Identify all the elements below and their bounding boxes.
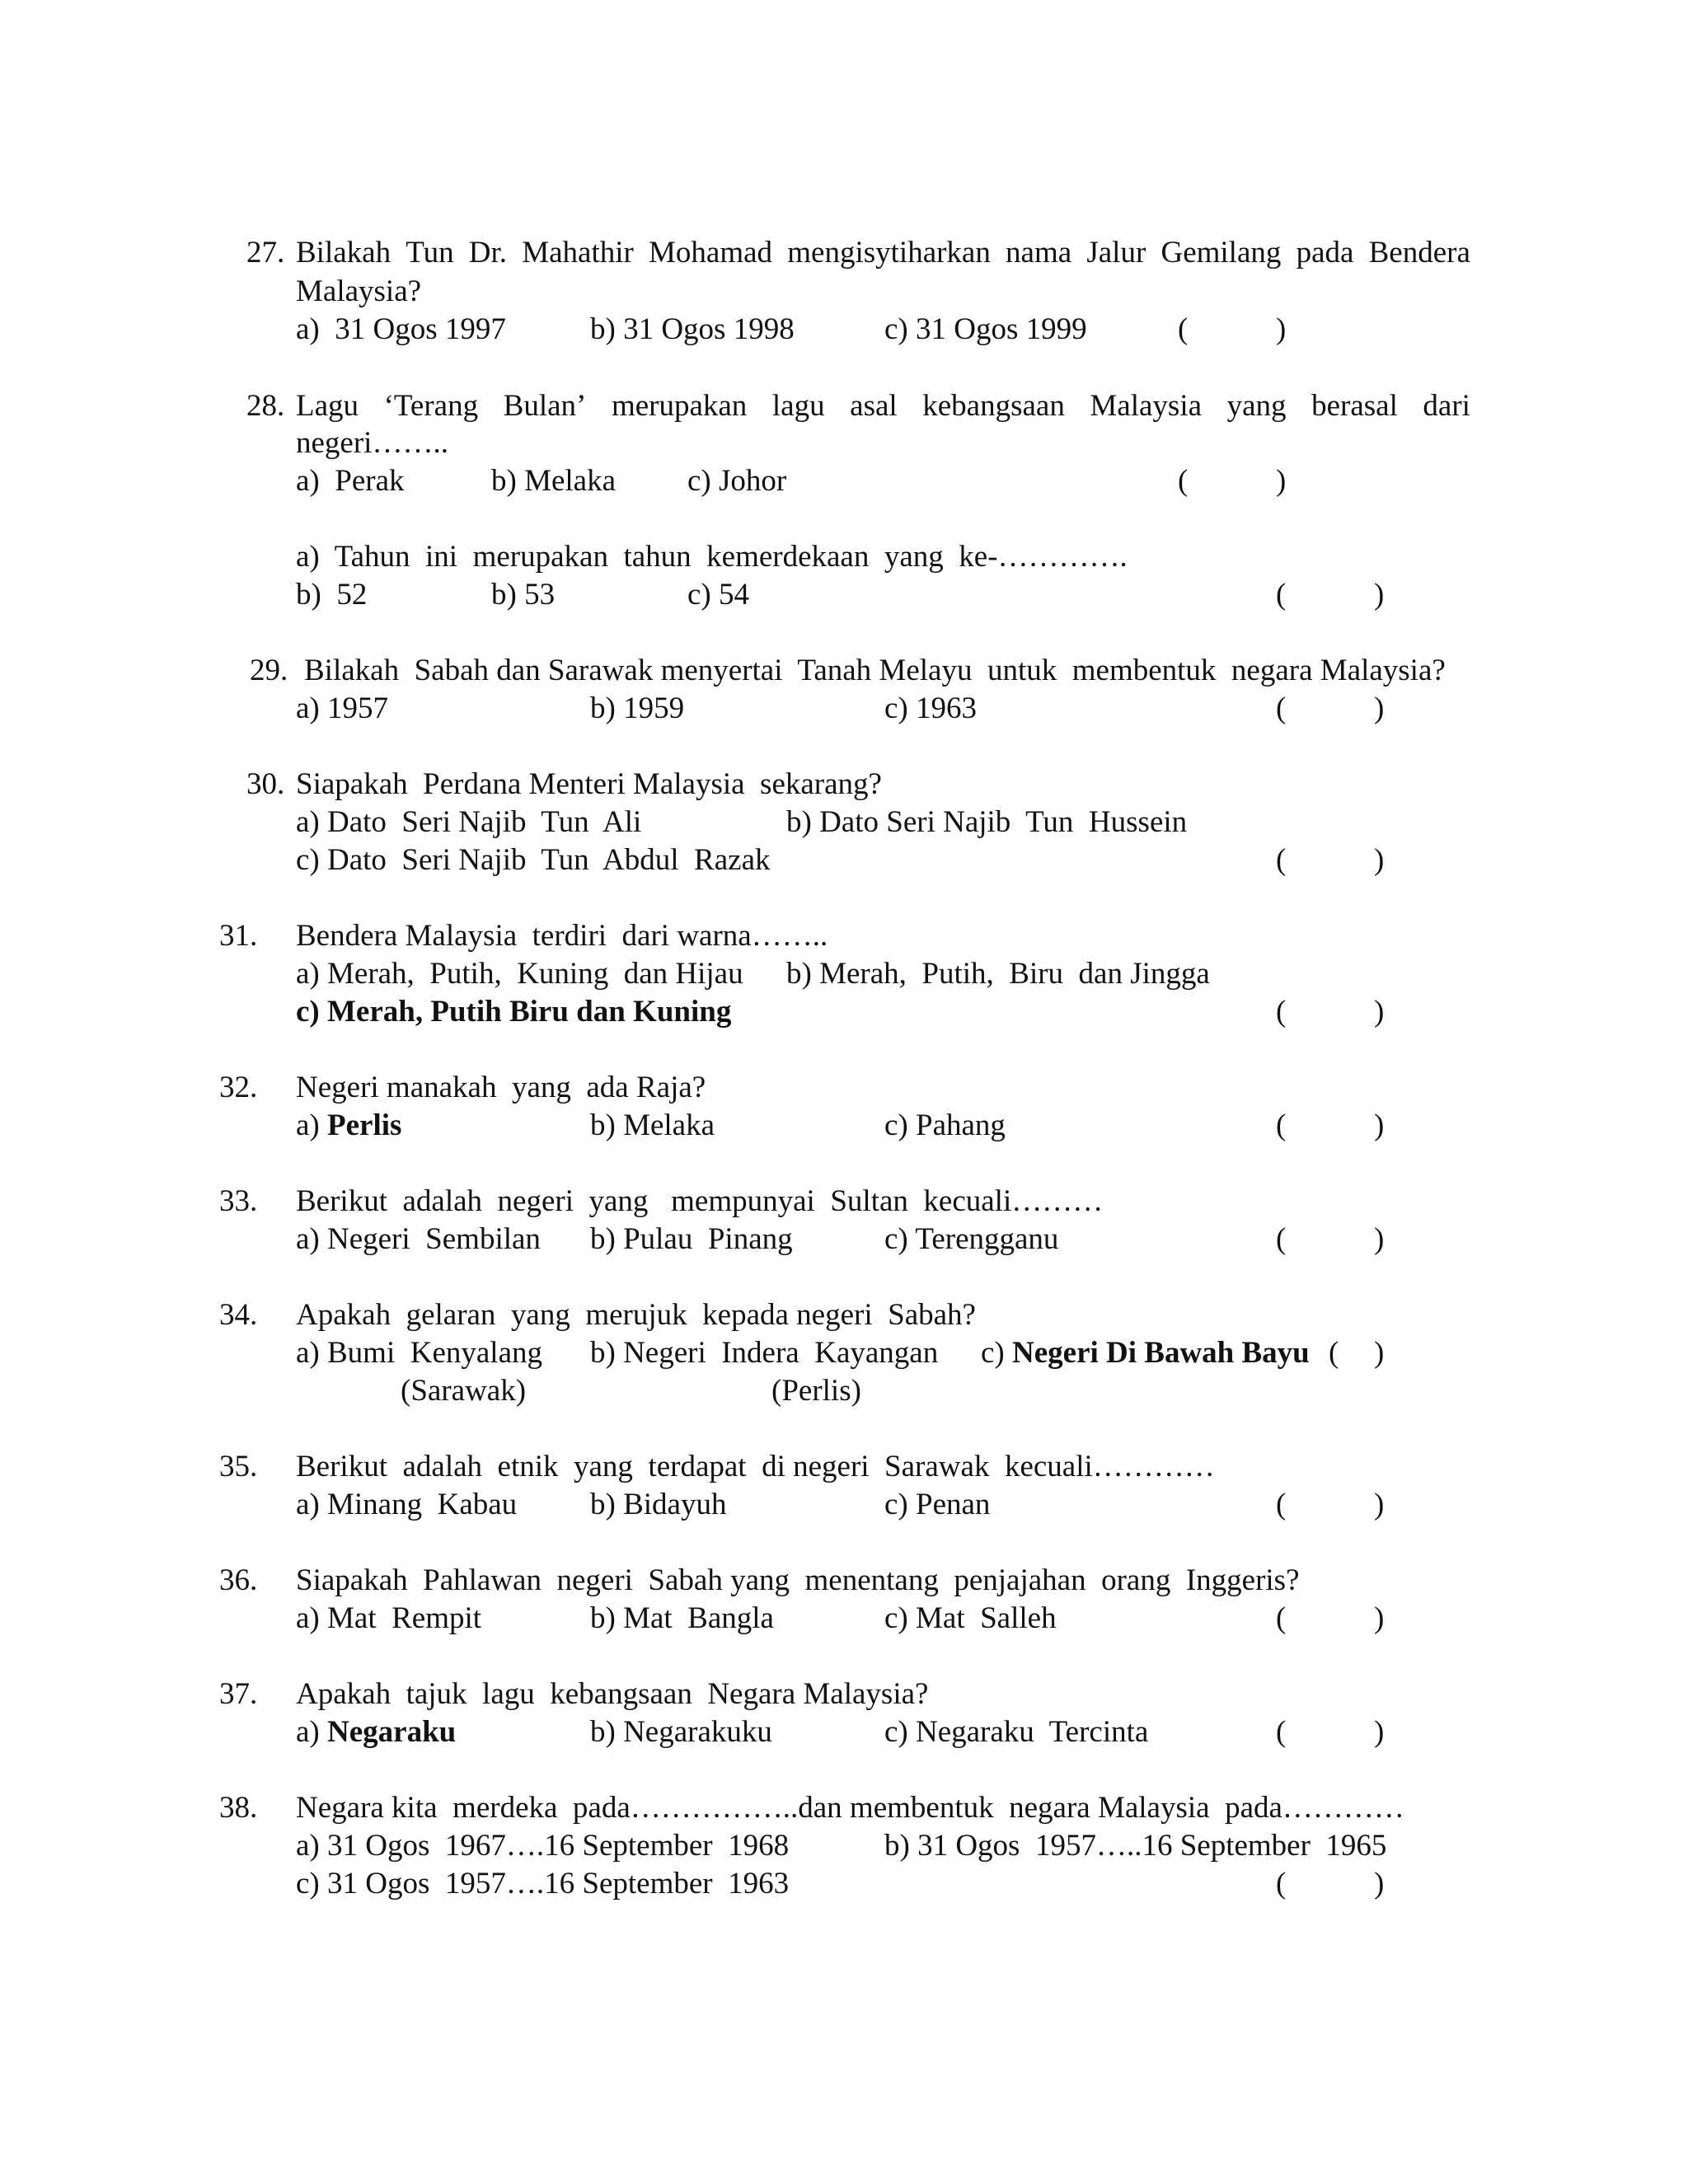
stem-word: Jalur bbox=[1086, 236, 1146, 269]
answer-bracket-close: ) bbox=[1374, 843, 1385, 877]
option-b: b) Mat Bangla bbox=[590, 1601, 774, 1635]
answer-bracket-close: ) bbox=[1374, 578, 1385, 612]
option-a bbox=[296, 1717, 456, 1747]
answer-bracket-close: ) bbox=[1374, 1715, 1385, 1749]
option-c: c) Terengganu bbox=[884, 1222, 1059, 1256]
answer-bracket-open: ( bbox=[1276, 691, 1287, 725]
option-b: b) 31 Ogos 1998 bbox=[590, 312, 795, 346]
option-a: a) 1957 bbox=[296, 691, 388, 725]
option-b: b) Melaka bbox=[491, 464, 617, 498]
question-stem: Berikut adalah negeri yang mempunyai Sultan kecuali……… bbox=[296, 1184, 1104, 1218]
option-a bbox=[296, 1110, 401, 1141]
stem-word: kebangsaan bbox=[922, 389, 1065, 423]
question-stem: Bilakah Sabah dan Sarawak menyertai Tanah Melayu untuk membentuk negara Malaysia? bbox=[304, 654, 1446, 687]
question-stem-line-2: Malaysia? bbox=[296, 274, 422, 308]
option-b: b) Bidayuh bbox=[590, 1488, 727, 1521]
question-number: 38. bbox=[219, 1791, 258, 1825]
stem-word: dari bbox=[1423, 389, 1470, 423]
answer-bracket-open: ( bbox=[1276, 1488, 1287, 1521]
option-c: c) Pahang bbox=[884, 1108, 1006, 1142]
option-a-label: a) bbox=[296, 1108, 327, 1142]
option-b bbox=[590, 1110, 715, 1141]
option-a-note: (Sarawak) bbox=[401, 1374, 527, 1408]
option-a: a) Perak bbox=[296, 464, 405, 498]
answer-bracket-close: ) bbox=[1374, 691, 1385, 725]
option-a: a) Negeri Sembilan bbox=[296, 1222, 541, 1256]
question-number: 35. bbox=[219, 1450, 258, 1483]
option-c bbox=[981, 1338, 1310, 1368]
answer-bracket-open: ( bbox=[1178, 464, 1189, 498]
stem-word: pada bbox=[1296, 236, 1354, 269]
stem-word: Bilakah bbox=[296, 236, 392, 269]
option-c: c) 31 Ogos 1999 bbox=[884, 312, 1087, 346]
answer-bracket-open: ( bbox=[1276, 995, 1287, 1029]
option-c: c) Dato Seri Najib Tun Abdul Razak bbox=[296, 843, 771, 877]
stem-word: merupakan bbox=[611, 389, 748, 423]
option-c-highlighted: c) Merah, Putih Biru dan Kuning bbox=[296, 995, 732, 1029]
question-number: 34. bbox=[219, 1298, 258, 1332]
answer-bracket-close: ) bbox=[1374, 1601, 1385, 1635]
answer-bracket-close: ) bbox=[1374, 995, 1385, 1029]
question-stem-line-1 bbox=[296, 237, 1470, 268]
stem-word: Mahathir bbox=[522, 236, 634, 269]
answer-bracket-open: ( bbox=[1276, 578, 1287, 612]
answer-bracket-close: ) bbox=[1374, 1108, 1385, 1142]
option-a: a) Minang Kabau bbox=[296, 1488, 518, 1521]
option-a-highlighted: Negaraku bbox=[327, 1715, 457, 1749]
option-a-highlighted: Perlis bbox=[327, 1108, 402, 1142]
option-a: b) 52 bbox=[296, 578, 368, 612]
option-b: b) Pulau Pinang bbox=[590, 1222, 793, 1256]
question-stem: Negeri manakah yang ada Raja? bbox=[296, 1071, 706, 1104]
option-a: a) Mat Rempit bbox=[296, 1601, 482, 1635]
option-b: b) Merah, Putih, Biru dan Jingga bbox=[786, 957, 1210, 991]
answer-bracket-open: ( bbox=[1178, 312, 1189, 346]
question-number: 37. bbox=[219, 1677, 258, 1711]
stem-word: lagu bbox=[771, 389, 825, 423]
question-stem: Siapakah Pahlawan negeri Sabah yang menentang penjajahan orang Inggeris? bbox=[296, 1563, 1300, 1597]
option-c: c) Negaraku Tercinta bbox=[884, 1715, 1149, 1749]
answer-bracket-open: ( bbox=[1329, 1336, 1339, 1370]
option-b: b) 31 Ogos 1957…..16 September 1965 bbox=[884, 1829, 1387, 1863]
option-b-letter: b bbox=[590, 1108, 606, 1142]
option-c: c) 31 Ogos 1957….16 September 1963 bbox=[296, 1867, 790, 1900]
option-a: a) 31 Ogos 1997 bbox=[296, 312, 506, 346]
question-stem: Berikut adalah etnik yang terdapat di negeri Sarawak kecuali………… bbox=[296, 1450, 1215, 1483]
stem-word: nama bbox=[1006, 236, 1072, 269]
stem-word: Malaysia bbox=[1090, 389, 1203, 423]
answer-bracket-close: ) bbox=[1374, 1867, 1385, 1900]
stem-word: berasal bbox=[1311, 389, 1398, 423]
option-c-highlighted: Negeri Di Bawah Bayu bbox=[1012, 1336, 1310, 1370]
stem-word: Lagu bbox=[296, 389, 359, 423]
answer-bracket-open: ( bbox=[1276, 1867, 1287, 1900]
answer-bracket-close: ) bbox=[1276, 464, 1287, 498]
answer-bracket-close: ) bbox=[1374, 1488, 1385, 1521]
stem-word: asal bbox=[850, 389, 898, 423]
option-b: b) Negarakuku bbox=[590, 1715, 772, 1749]
option-a: a) 31 Ogos 1967….16 September 1968 bbox=[296, 1829, 790, 1863]
question-stem-line-2: negeri…….. bbox=[296, 426, 448, 460]
question-stem: a) Tahun ini merupakan tahun kemerdekaan yang ke-…………. bbox=[296, 540, 1128, 574]
answer-bracket-close: ) bbox=[1374, 1336, 1385, 1370]
question-number: 33. bbox=[219, 1184, 258, 1218]
answer-bracket-open: ( bbox=[1276, 1222, 1287, 1256]
stem-word: Dr. bbox=[468, 236, 508, 269]
answer-bracket-close: ) bbox=[1374, 1222, 1385, 1256]
stem-word: Bendera bbox=[1368, 236, 1470, 269]
stem-word: Bulan’ bbox=[503, 389, 587, 423]
stem-word: yang bbox=[1226, 389, 1287, 423]
question-number: 36. bbox=[219, 1563, 258, 1597]
option-c: c) Mat Salleh bbox=[884, 1601, 1057, 1635]
option-b-text: ) Melaka bbox=[605, 1108, 715, 1142]
question-number: 28. bbox=[246, 389, 285, 423]
option-b: b) Negeri Indera Kayangan bbox=[590, 1336, 939, 1370]
option-a: a) Merah, Putih, Kuning dan Hijau bbox=[296, 957, 743, 991]
option-b: b) 53 bbox=[491, 578, 556, 612]
option-b: b) 1959 bbox=[590, 691, 685, 725]
stem-word: mengisytiharkan bbox=[787, 236, 991, 269]
question-stem: Apakah tajuk lagu kebangsaan Negara Malaysia? bbox=[296, 1677, 929, 1711]
question-stem: Siapakah Perdana Menteri Malaysia sekarang? bbox=[296, 767, 882, 801]
option-c: c) Johor bbox=[687, 464, 787, 498]
answer-bracket-open: ( bbox=[1276, 1108, 1287, 1142]
option-c-label: c) bbox=[981, 1336, 1012, 1370]
question-stem: Bendera Malaysia terdiri dari warna…….. bbox=[296, 919, 828, 953]
answer-bracket-open: ( bbox=[1276, 1715, 1287, 1749]
option-a-label: a) bbox=[296, 1715, 327, 1749]
question-number: 31. bbox=[219, 919, 258, 953]
question-number: 30. bbox=[246, 767, 285, 801]
question-stem-line-1 bbox=[296, 391, 1470, 421]
stem-word: Gemilang bbox=[1160, 236, 1282, 269]
question-stem: Negara kita merdeka pada……………..dan membentuk negara Malaysia pada………… bbox=[296, 1791, 1404, 1825]
option-a: a) Bumi Kenyalang bbox=[296, 1336, 542, 1370]
answer-bracket-close: ) bbox=[1276, 312, 1287, 346]
answer-bracket-open: ( bbox=[1276, 843, 1287, 877]
question-number: 27. bbox=[246, 236, 285, 269]
question-number: 32. bbox=[219, 1071, 258, 1104]
stem-word: Mohamad bbox=[649, 236, 773, 269]
option-c: c) 1963 bbox=[884, 691, 977, 725]
option-c: c) 54 bbox=[687, 578, 749, 612]
stem-word: Tun bbox=[406, 236, 454, 269]
option-b: b) Dato Seri Najib Tun Hussein bbox=[786, 805, 1188, 839]
option-c: c) Penan bbox=[884, 1488, 991, 1521]
option-a: a) Dato Seri Najib Tun Ali bbox=[296, 805, 642, 839]
option-b-note: (Perlis) bbox=[771, 1374, 861, 1408]
question-stem: Apakah gelaran yang merujuk kepada negeri Sabah? bbox=[296, 1298, 976, 1332]
stem-word: ‘Terang bbox=[383, 389, 479, 423]
question-number: 29. bbox=[250, 654, 288, 687]
answer-bracket-open: ( bbox=[1276, 1601, 1287, 1635]
